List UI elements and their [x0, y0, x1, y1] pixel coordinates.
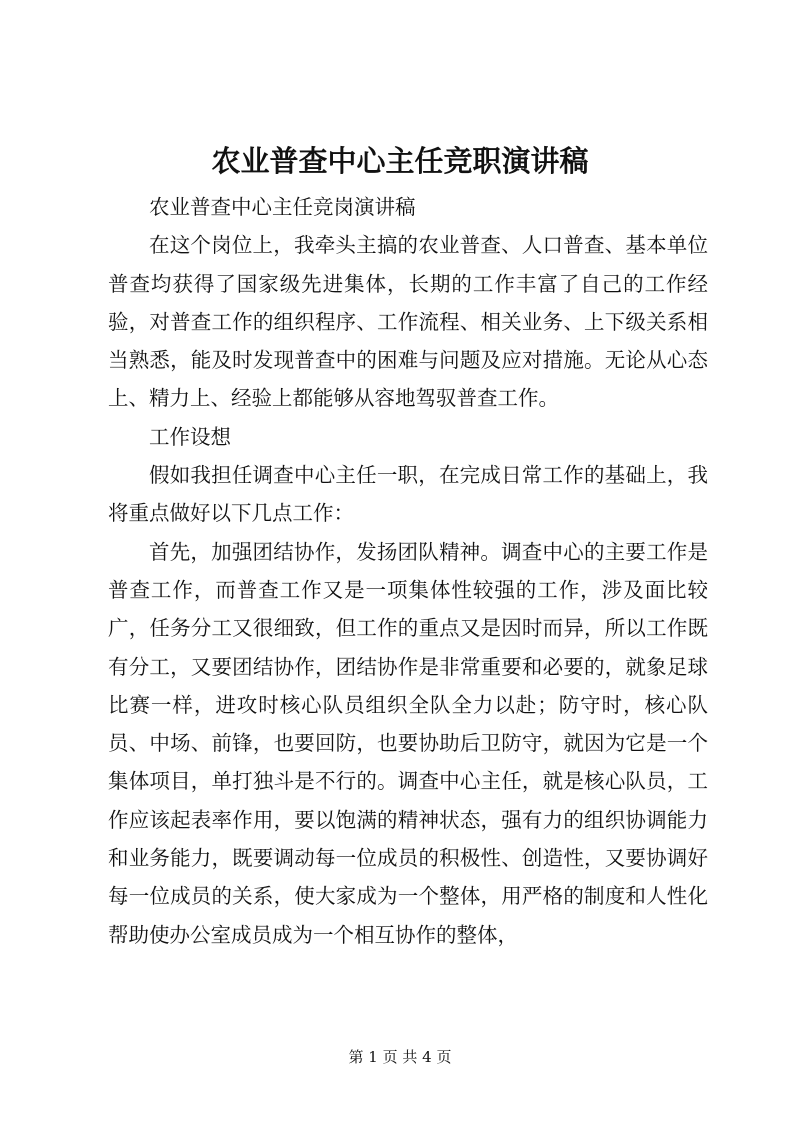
paragraph-intro-plan: 假如我担任调查中心主任一职，在完成日常工作的基础上，我将重点做好以下几点工作： [108, 463, 708, 526]
paragraph-experience: 在这个岗位上，我牵头主搞的农业普查、人口普查、基本单位普查均获得了国家级先进集体，长期的工作丰富了自己的工作经验，对普查工作的组织程序、工作流程、相关业务、上下级关系相当熟悉，能及时发现普查中的困难与问题及应对措施。无论从心态上、精力上、经验上都能够从容地驾驭普查工作。 [108, 233, 708, 411]
document-title: 农业普查中心主任竞职演讲稿 [211, 144, 589, 178]
paragraph-heading-plan: 工作设想 [149, 424, 231, 449]
document-body [108, 188, 708, 954]
paragraph-subtitle: 农业普查中心主任竞岗演讲稿 [149, 195, 416, 219]
paragraph-teamwork: 首先，加强团结协作，发扬团队精神。调查中心的主要工作是普查工作，而普查工作又是一项集体性较强的工作，涉及面比较广，任务分工又很细致，但工作的重点又是因时而异，所以工作既有分工，又要团结协作，团结协作是非常重要和必要的，就象足球比赛一样，进攻时核心队员组织全队全力以赴；防守时，核心队员、中场、前锋，也要回防，也要协助后卫防守，就因为它是一个集体项目，单打独斗是不行的。调查中心主任，就是核心队员，工作应该起表率作用，要以饱满的精神状态，强有力的组织协调能力和业务能力，既要调动每一位成员的积极性、创造性，又要协调好每一位成员的关系，使大家成为一个整体，用严格的制度和人性化帮助使办公室成员成为一个相互协作的整体， [108, 539, 708, 947]
page-footer: 第 1 页 共 4 页 [348, 1048, 452, 1066]
